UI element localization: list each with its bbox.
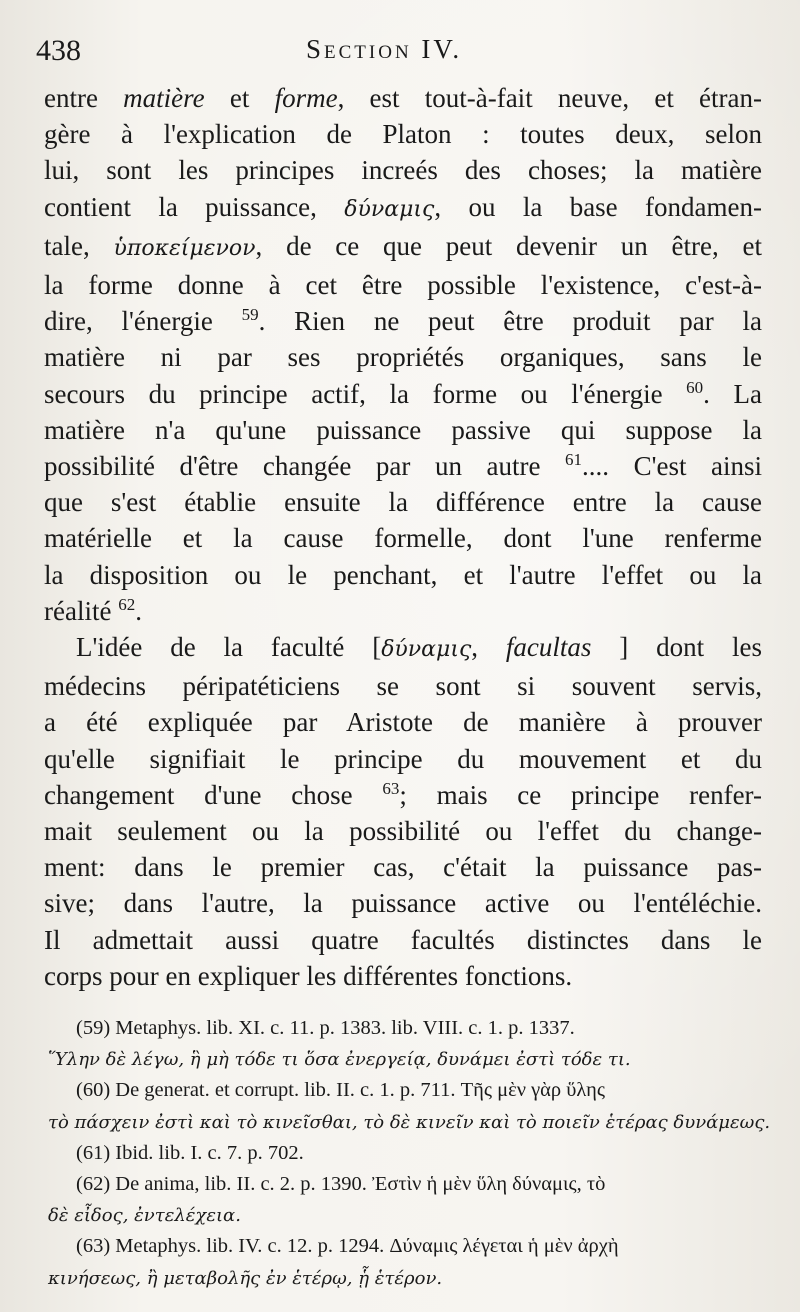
text-line [44, 813, 762, 849]
text-run: Il admettait aussi quatre facultés distinctes dans le [44, 924, 762, 955]
text-line [44, 267, 762, 303]
text-line [44, 303, 762, 339]
text-line [44, 189, 762, 228]
footnote-line: (61) Ibid. lib. I. c. 7. p. 702. [76, 1141, 304, 1164]
text-run: . La [703, 378, 762, 409]
text-line [44, 228, 762, 267]
text-run: , ou la base fondamen- [434, 191, 762, 222]
text-run: , de ce que peut devenir un être, et [255, 230, 762, 261]
footnote-ref: 60 [686, 377, 704, 397]
italic-term: facultas [505, 632, 592, 663]
text-run: réalité [44, 595, 119, 626]
text-run: , [471, 632, 506, 663]
text-line [44, 412, 762, 448]
text-line [44, 557, 762, 593]
text-run: ] dont les [591, 632, 762, 663]
text-line [44, 704, 762, 740]
text-run: médecins péripatéticiens se sont si souvent servis, [44, 671, 762, 702]
text-line [44, 958, 762, 994]
text-run: sive; dans l'autre, la puissance active ou l'entéléchie. [44, 888, 762, 919]
text-run: et [204, 83, 275, 113]
text-line [44, 339, 762, 375]
footnote-line: (63) Metaphys. lib. IV. c. 12. p. 1294. Δύναμις λέγεται ἡ μὲν ἀρχὴ [76, 1235, 619, 1258]
text-run: qu'elle signifiait le principe du mouvement et du [44, 743, 762, 774]
text-run: changement d'une chose [44, 779, 383, 810]
text-run: . Rien ne peut être produit par la [258, 306, 762, 337]
text-line [44, 885, 762, 921]
text-line [44, 152, 762, 188]
footnote-greek-line: δὲ εἶδος, ἐντελέχεια. [48, 1205, 241, 1227]
text-run: , est tout-à-fait neuve, et étran- [337, 83, 762, 113]
running-head: Section IV. [306, 34, 463, 64]
text-run: corps pour en expliquer les différentes fonctions. [44, 960, 573, 991]
text-run: entre [44, 83, 124, 113]
text-line [44, 849, 762, 885]
text-run: . [135, 595, 142, 626]
text-line [44, 922, 762, 958]
text-run: matérielle et la cause formelle, dont l'une renferme [44, 523, 762, 554]
text-run: lui, sont les principes increés des choses; la matière [44, 155, 762, 186]
footnote-greek-line: Ὕλην δὲ λέγω, ἣ μὴ τόδε τι ὅσα ἐνεργείᾳ, δυνάμει ἐστὶ τόδε τι. [48, 1049, 631, 1071]
footnote-ref: 62 [118, 594, 136, 614]
text-line [44, 629, 762, 668]
footnote-line: (60) De generat. et corrupt. lib. II. c. 1. p. 711. Τῆς μὲν γὰρ ὕλης [76, 1079, 606, 1102]
italic-term: matière [123, 83, 205, 113]
footnotes [48, 1013, 771, 1294]
text-run: matière ni par ses propriétés organiques, sans le [44, 342, 762, 373]
text-line [44, 484, 762, 520]
text-line [44, 376, 762, 412]
greek-term: δύναμις [344, 196, 435, 222]
footnote-ref: 59 [241, 305, 259, 325]
text-run: possibilité d'être changée par un autre [44, 451, 566, 482]
text-line [44, 116, 762, 152]
text-run: .... C'est ainsi [582, 451, 762, 482]
text-line [44, 593, 762, 629]
text-run: a été expliquée par Aristote de manière à prouver [44, 707, 762, 738]
text-run: gère à l'explication de Platon : toutes deux, selon [44, 119, 762, 150]
footnote-ref: 63 [382, 778, 400, 798]
text-line [44, 520, 762, 556]
footnote-greek-line: κινήσεως, ἢ μεταβολῆς ἐν ἑτέρῳ, ᾗ ἑτέρον. [48, 1267, 443, 1289]
text-line [44, 80, 762, 116]
page-header [36, 30, 776, 70]
text-run: contient la puissance, [44, 191, 345, 222]
footnote-greek-line: τὸ πάσχειν ἐστὶ καὶ τὸ κινεῖσθαι, τὸ δὲ κινεῖν καὶ τὸ ποιεῖν ἑτέρας δυνάμεως. [48, 1111, 771, 1133]
italic-term: forme [274, 83, 338, 113]
text-line [44, 741, 762, 777]
text-run: tale, [44, 230, 114, 261]
text-run: ; mais ce principe renfer- [399, 779, 762, 810]
text-run: ment: dans le premier cas, c'était la puissance pas- [44, 852, 762, 883]
text-run: matière n'a qu'une puissance passive qui suppose la [44, 414, 762, 445]
main-text [44, 80, 762, 994]
text-run: mait seulement ou la possibilité ou l'effet du change- [44, 816, 762, 847]
page-number: 438 [36, 34, 81, 67]
footnote-ref: 61 [565, 450, 583, 470]
text-run: la disposition ou le penchant, et l'autre l'effet ou la [44, 559, 762, 590]
text-run: dire, l'énergie [44, 306, 242, 337]
text-run: que s'est établie ensuite la différence entre la cause [44, 487, 762, 518]
text-run: secours du principe actif, la forme ou l'énergie [44, 378, 687, 409]
text-line [44, 448, 762, 484]
text-run: L'idée de la faculté [ [76, 632, 382, 663]
footnote-line: (62) De anima, lib. II. c. 2. p. 1390. Ἐστὶν ἡ μὲν ὕλη δύναμις, τὸ [76, 1173, 606, 1196]
text-line [44, 777, 762, 813]
footnote-line: (59) Metaphys. lib. XI. c. 11. p. 1383. lib. VIII. c. 1. p. 1337. [76, 1017, 575, 1039]
greek-term: ὑποκείμενον [113, 235, 256, 261]
text-run: la forme donne à cet être possible l'existence, c'est-à- [44, 270, 762, 301]
greek-term: δύναμις [381, 637, 472, 663]
text-line [44, 668, 762, 704]
